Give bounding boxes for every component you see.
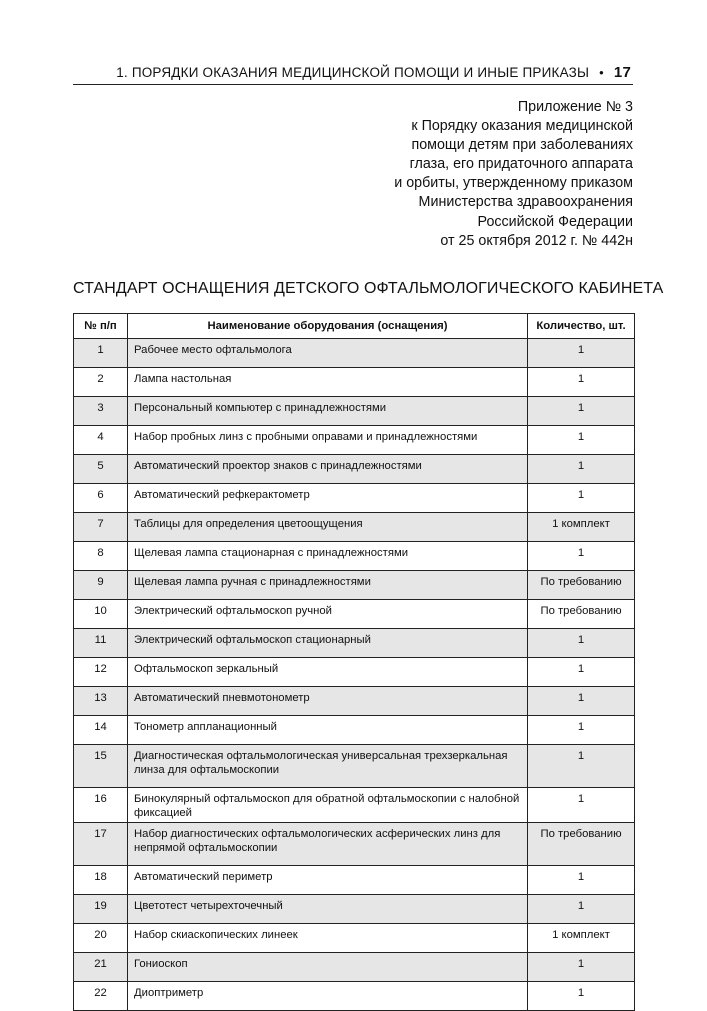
equipment-name: Автоматический периметр bbox=[128, 866, 528, 895]
equipment-name: Набор диагностических офтальмологических асферических линз для непрямой офтальмоскопии bbox=[128, 823, 528, 866]
appendix-line: к Порядку оказания медицинской bbox=[411, 118, 633, 135]
equipment-table bbox=[73, 313, 635, 1011]
quantity: По требованию bbox=[528, 571, 635, 600]
row-number: 16 bbox=[74, 788, 128, 823]
quantity: По требованию bbox=[528, 823, 635, 866]
equipment-name: Автоматический рефкерактометр bbox=[128, 484, 528, 513]
table-row bbox=[74, 571, 635, 600]
header-name: Наименование оборудования (оснащения) bbox=[128, 314, 528, 339]
equipment-name: Набор скиаскопических линеек bbox=[128, 924, 528, 953]
table-row bbox=[74, 953, 635, 982]
row-number: 2 bbox=[74, 368, 128, 397]
quantity: 1 bbox=[528, 788, 635, 823]
table-row bbox=[74, 982, 635, 1011]
row-number: 10 bbox=[74, 600, 128, 629]
appendix-line: глаза, его придаточного аппарата bbox=[409, 156, 633, 173]
table-row bbox=[74, 339, 635, 368]
quantity: 1 bbox=[528, 339, 635, 368]
row-number: 17 bbox=[74, 823, 128, 866]
row-number: 21 bbox=[74, 953, 128, 982]
appendix-line: Российской Федерации bbox=[477, 213, 633, 230]
quantity: 1 комплект bbox=[528, 513, 635, 542]
quantity: 1 bbox=[528, 895, 635, 924]
equipment-name: Электрический офтальмоскоп ручной bbox=[128, 600, 528, 629]
quantity: 1 bbox=[528, 745, 635, 788]
table-row bbox=[74, 426, 635, 455]
table-row bbox=[74, 788, 635, 823]
table-row bbox=[74, 823, 635, 866]
table-body bbox=[74, 339, 635, 1011]
row-number: 18 bbox=[74, 866, 128, 895]
equipment-name: Щелевая лампа стационарная с принадлежностями bbox=[128, 542, 528, 571]
equipment-name: Тонометр аппланационный bbox=[128, 716, 528, 745]
table-row bbox=[74, 455, 635, 484]
table-header-row bbox=[74, 314, 635, 339]
table-row bbox=[74, 368, 635, 397]
quantity: 1 bbox=[528, 658, 635, 687]
table-row bbox=[74, 716, 635, 745]
row-number: 11 bbox=[74, 629, 128, 658]
quantity: 1 bbox=[528, 484, 635, 513]
quantity: 1 bbox=[528, 716, 635, 745]
row-number: 8 bbox=[74, 542, 128, 571]
equipment-name: Набор пробных линз с пробными оправами и принадлежностями bbox=[128, 426, 528, 455]
table-row bbox=[74, 924, 635, 953]
equipment-name: Офтальмоскоп зеркальный bbox=[128, 658, 528, 687]
quantity: 1 bbox=[528, 982, 635, 1011]
table-row bbox=[74, 658, 635, 687]
running-header bbox=[116, 64, 631, 81]
equipment-name: Автоматический проектор знаков с принадлежностями bbox=[128, 455, 528, 484]
row-number: 6 bbox=[74, 484, 128, 513]
section-title: 1. ПОРЯДКИ ОКАЗАНИЯ МЕДИЦИНСКОЙ ПОМОЩИ И ИНЫЕ ПРИКАЗЫ bbox=[116, 65, 590, 80]
equipment-name: Рабочее место офтальмолога bbox=[128, 339, 528, 368]
quantity: 1 bbox=[528, 629, 635, 658]
appendix-line: и орбиты, утвержденному приказом bbox=[394, 175, 633, 192]
appendix-line: помощи детям при заболеваниях bbox=[411, 137, 633, 154]
document-title: СТАНДАРТ ОСНАЩЕНИЯ ДЕТСКОГО ОФТАЛЬМОЛОГИЧЕСКОГО КАБИНЕТА bbox=[73, 280, 664, 297]
header-quantity: Количество, шт. bbox=[528, 314, 635, 339]
appendix-line: от 25 октября 2012 г. № 442н bbox=[440, 232, 633, 249]
equipment-name: Бинокулярный офтальмоскоп для обратной офтальмоскопии с налобной фиксацией bbox=[128, 788, 528, 823]
quantity: По требованию bbox=[528, 600, 635, 629]
row-number: 9 bbox=[74, 571, 128, 600]
quantity: 1 bbox=[528, 953, 635, 982]
header-number: № п/п bbox=[74, 314, 128, 339]
quantity: 1 bbox=[528, 687, 635, 716]
equipment-name: Гониоскоп bbox=[128, 953, 528, 982]
equipment-name: Электрический офтальмоскоп стационарный bbox=[128, 629, 528, 658]
row-number: 14 bbox=[74, 716, 128, 745]
table-row bbox=[74, 687, 635, 716]
row-number: 7 bbox=[74, 513, 128, 542]
quantity: 1 bbox=[528, 397, 635, 426]
quantity: 1 комплект bbox=[528, 924, 635, 953]
table-row bbox=[74, 866, 635, 895]
appendix-line: Приложение № 3 bbox=[517, 99, 633, 115]
equipment-name: Таблицы для определения цветоощущения bbox=[128, 513, 528, 542]
equipment-name: Щелевая лампа ручная с принадлежностями bbox=[128, 571, 528, 600]
table-row bbox=[74, 397, 635, 426]
row-number: 1 bbox=[74, 339, 128, 368]
table-row bbox=[74, 600, 635, 629]
appendix-line: Министерства здравоохранения bbox=[418, 194, 633, 211]
quantity: 1 bbox=[528, 542, 635, 571]
table-row bbox=[74, 513, 635, 542]
equipment-name: Лампа настольная bbox=[128, 368, 528, 397]
row-number: 5 bbox=[74, 455, 128, 484]
equipment-name: Персональный компьютер с принадлежностями bbox=[128, 397, 528, 426]
row-number: 20 bbox=[74, 924, 128, 953]
row-number: 22 bbox=[74, 982, 128, 1011]
table-row bbox=[74, 629, 635, 658]
equipment-name: Автоматический пневмотонометр bbox=[128, 687, 528, 716]
row-number: 15 bbox=[74, 745, 128, 788]
quantity: 1 bbox=[528, 866, 635, 895]
appendix-note bbox=[394, 98, 633, 251]
row-number: 12 bbox=[74, 658, 128, 687]
equipment-name: Диагностическая офтальмологическая универсальная трехзеркальная линза для офтальмоскопии bbox=[128, 745, 528, 788]
row-number: 3 bbox=[74, 397, 128, 426]
table-row bbox=[74, 484, 635, 513]
header-rule bbox=[73, 84, 633, 85]
row-number: 19 bbox=[74, 895, 128, 924]
table-row bbox=[74, 745, 635, 788]
equipment-name: Цветотест четырехточечный bbox=[128, 895, 528, 924]
row-number: 4 bbox=[74, 426, 128, 455]
quantity: 1 bbox=[528, 426, 635, 455]
page-number: 17 bbox=[613, 64, 631, 81]
table-row bbox=[74, 895, 635, 924]
quantity: 1 bbox=[528, 455, 635, 484]
equipment-name: Диоптриметр bbox=[128, 982, 528, 1011]
row-number: 13 bbox=[74, 687, 128, 716]
quantity: 1 bbox=[528, 368, 635, 397]
bullet-separator: • bbox=[599, 65, 604, 80]
table-row bbox=[74, 542, 635, 571]
